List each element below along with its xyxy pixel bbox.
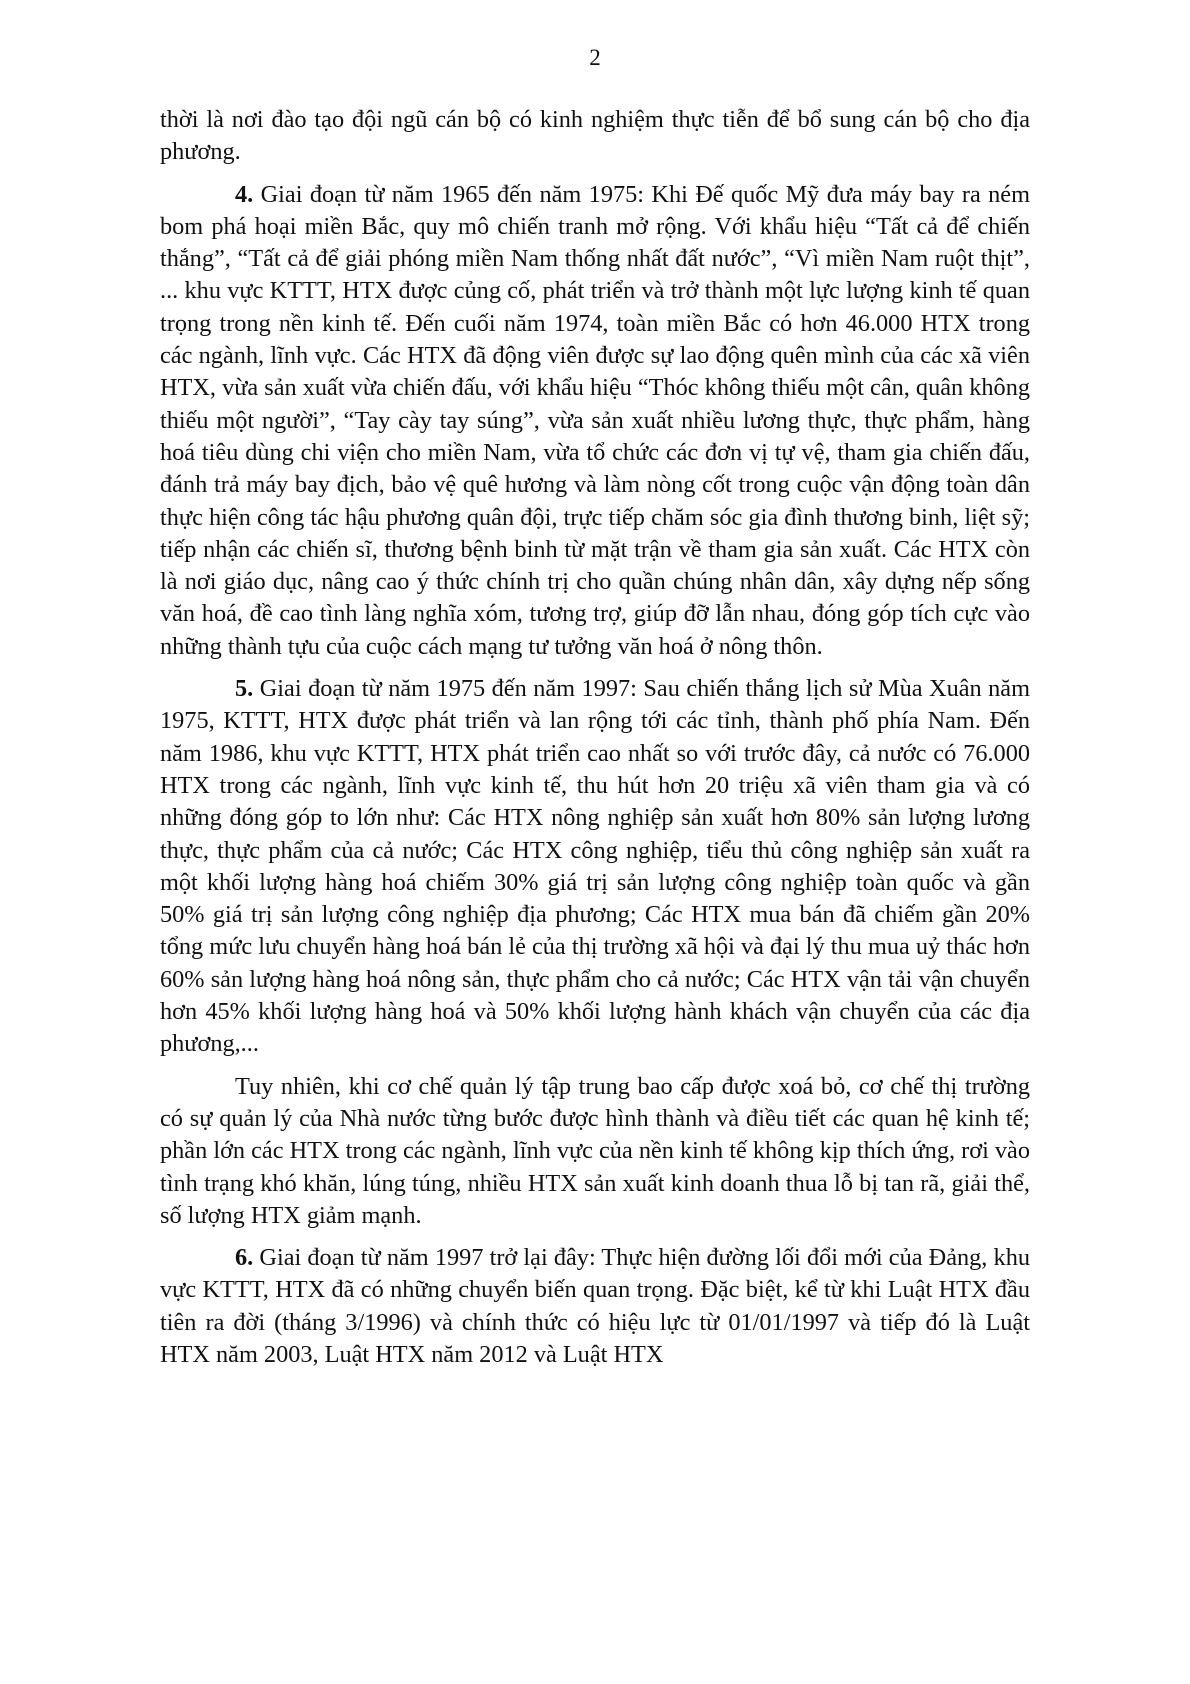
section-number: 4. [235,180,254,208]
paragraph-text: Giai đoạn từ năm 1975 đến năm 1997: Sau chiến thắng lịch sử Mùa Xuân năm 1975, KTTT, HTX được phát triển và lan rộng tới các tỉnh, thành phố phía Nam. Đến năm 1986, khu vực KTTT, HTX phát triển cao nhất so với trước đây, cả nước có 76.000 HTX trong các ngành, lĩnh vực kinh tế, thu hút hơn 20 triệu xã viên tham gia và có những đóng góp to lớn như: Các HTX nông nghiệp sản xuất hơn 80% sản lượng lương thực, thực phẩm của cả nước; Các HTX công nghiệp, tiểu thủ công nghiệp sản xuất ra một khối lượng hàng hoá chiếm 30% giá trị sản lượng công nghiệp toàn quốc và gần 50% giá trị sản lượng công nghiệp địa phương; Các HTX mua bán đã chiếm gần 20% tổng mức lưu chuyển hàng hoá bán lẻ của thị trường xã hội và đại lý thu mua uỷ thác hơn 60% sản lượng hàng hoá nông sản, thực phẩm cho cả nước; Các HTX vận tải vận chuyển hơn 45% khối lượng hàng hoá và 50% khối lượng hành khách vận chuyển của các địa phương,... [160,675,1030,1058]
document-body [160,104,1030,1381]
section-number: 5. [235,675,254,703]
paragraph-text: Giai đoạn từ năm 1965 đến năm 1975: Khi Đế quốc Mỹ đưa máy bay ra ném bom phá hoại miền Bắc, quy mô chiến tranh mở rộng. Với khẩu hiệu “Tất cả để chiến thắng”, “Tất cả để giải phóng miền Nam thống nhất đất nước”, “Vì miền Nam ruột thịt”, ... khu vực KTTT, HTX được củng cố, phát triển và trở thành một lực lượng kinh tế quan trọng trong nền kinh tế. Đến cuối năm 1974, toàn miền Bắc có hơn 46.000 HTX trong các ngành, lĩnh vực. Các HTX đã động viên được sự lao động quên mình của các xã viên HTX, vừa sản xuất vừa chiến đấu, với khẩu hiệu “Thóc không thiếu một cân, quân không thiếu một người”, “Tay cày tay súng”, vừa sản xuất nhiều lương thực, thực phẩm, hàng hoá tiêu dùng chi viện cho miền Nam, vừa tổ chức các đơn vị tự vệ, tham gia chiến đấu, đánh trả máy bay địch, bảo vệ quê hương và làm nòng cốt trong cuộc vận động toàn dân thực hiện công tác hậu phương quân đội, trực tiếp chăm sóc gia đình thương binh, liệt sỹ; tiếp nhận các chiến sĩ, thương bệnh binh từ mặt trận về tham gia sản xuất. Các HTX còn là nơi giáo dục, nâng cao ý thức chính trị cho quần chúng nhân dân, xây dựng nếp sống văn hoá, đề cao tình làng nghĩa xóm, tương trợ, giúp đỡ lẫn nhau, đóng góp tích cực vào những thành tựu của cuộc cách mạng tư tưởng văn hoá ở nông thôn. [160,180,1030,660]
paragraph-section-4 [160,179,1030,663]
paragraph-text: Giai đoạn từ năm 1997 trở lại đây: Thực hiện đường lối đổi mới của Đảng, khu vực KTTT, HTX đã có những chuyển biến quan trọng. Đặc biệt, kể từ khi Luật HTX đầu tiên ra đời (tháng 3/1996) và chính thức có hiệu lực từ 01/01/1997 và tiếp đó là Luật HTX năm 2003, Luật HTX năm 2012 và Luật HTX [160,1244,1030,1368]
paragraph-text: thời là nơi đào tạo đội ngũ cán bộ có kinh nghiệm thực tiễn để bổ sung cán bộ cho địa phương. [160,106,1030,166]
section-number: 6. [235,1244,254,1272]
page-number: 2 [589,45,601,70]
paragraph-section-6 [160,1242,1030,1371]
paragraph-section-5 [160,673,1030,1061]
paragraph-continuation [160,104,1030,169]
paragraph-text: Tuy nhiên, khi cơ chế quản lý tập trung bao cấp được xoá bỏ, cơ chế thị trường có sự quản lý của Nhà nước từng bước được hình thành và điều tiết các quan hệ kinh tế; phần lớn các HTX trong các ngành, lĩnh vực của nền kinh tế không kịp thích ứng, rơi vào tình trạng khó khăn, lúng túng, nhiều HTX sản xuất kinh doanh thua lỗ bị tan rã, giải thể, số lượng HTX giảm mạnh. [160,1072,1030,1229]
paragraph-however [160,1071,1030,1232]
